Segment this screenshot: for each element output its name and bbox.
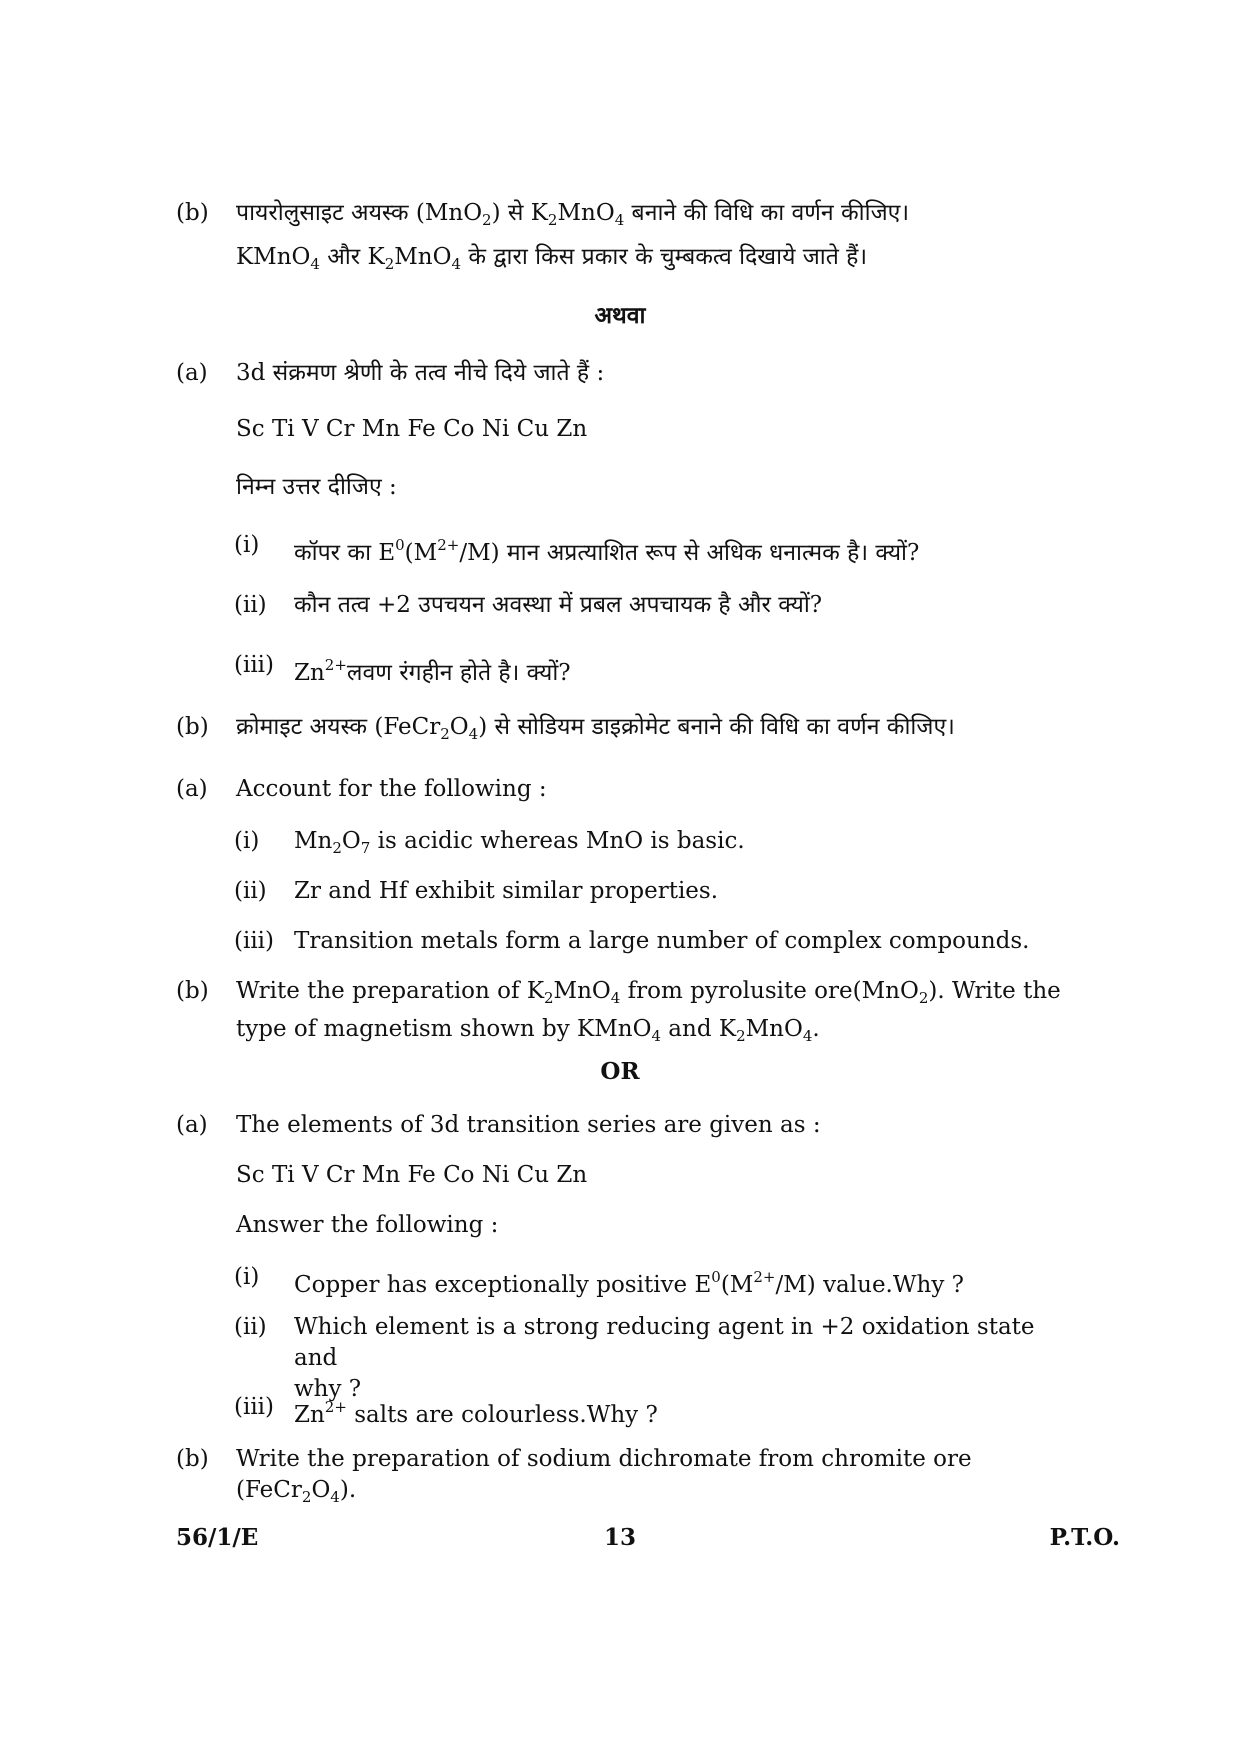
subscript: 4: [610, 989, 621, 1007]
item-text: The elements of 3d transition series are given as :: [236, 1112, 821, 1138]
item-label: (ii): [234, 878, 267, 904]
item-label: (ii): [234, 1314, 267, 1340]
text-run: (M: [720, 1272, 754, 1298]
text-run: ).: [339, 1477, 357, 1503]
subscript: 2: [547, 211, 558, 229]
text-run: क्रोमाइट अयस्क (FeCr: [236, 714, 441, 740]
text-line: Which element is a strong reducing agent in +2 oxidation state and: [294, 1314, 1035, 1371]
text-run: /M) value.Why ?: [775, 1272, 964, 1298]
item-label: (a): [176, 360, 208, 386]
text-run: O: [311, 1477, 331, 1503]
text-run: बनाने की विधि का वर्णन कीजिए।: [624, 200, 910, 226]
elements-list: Sc Ti V Cr Mn Fe Co Ni Cu Zn: [236, 1162, 588, 1188]
item-label: (b): [176, 714, 209, 740]
text-run: O: [449, 714, 469, 740]
text-run: MnO: [745, 1016, 803, 1042]
text-run: (M: [404, 540, 438, 566]
item-label: (b): [176, 200, 209, 226]
english-or-divider: OR: [600, 1058, 640, 1085]
text-run: लवण रंगहीन होते है। क्यों?: [346, 660, 571, 686]
item-label: (b): [176, 1446, 209, 1472]
superscript: 2+: [753, 1268, 776, 1286]
paper-code: 56/1/E: [176, 1524, 259, 1551]
text-run: KMnO: [236, 244, 311, 270]
item-label: (iii): [234, 1394, 275, 1420]
item-label: (b): [176, 978, 209, 1004]
item-label: (a): [176, 776, 208, 802]
item-text: 3d संक्रमण श्रेणी के तत्व नीचे दिये जाते हैं :: [236, 360, 605, 386]
item-text: [236, 198, 1076, 280]
hindi-or-divider: अथवा: [594, 302, 646, 329]
text-run: Copper has exceptionally positive E: [294, 1272, 712, 1298]
subscript: 2: [736, 1027, 746, 1045]
subscript: 4: [651, 1027, 661, 1045]
subscript: 2: [918, 989, 929, 1007]
superscript: 2+: [324, 656, 347, 674]
item-label: (i): [234, 828, 260, 854]
item-text: Transition metals form a large number of complex compounds.: [294, 928, 1030, 954]
subscript: 4: [451, 255, 462, 273]
item-text: Zr and Hf exhibit similar properties.: [294, 878, 719, 904]
text-run: कॉपर का E: [294, 540, 396, 566]
item-text: [236, 976, 1076, 1052]
pto-label: P.T.O.: [1049, 1524, 1120, 1551]
text-run: Write the preparation of K: [236, 978, 544, 1004]
text-run: from pyrolusite ore(MnO: [620, 978, 919, 1004]
text-run: type of magnetism shown by KMnO: [236, 1016, 652, 1042]
text-run: is acidic whereas MnO is basic.: [370, 828, 745, 854]
subscript: 4: [802, 1027, 813, 1045]
text-run: Zn: [294, 1402, 325, 1428]
subscript: 2: [332, 839, 342, 857]
text-run: .: [812, 1016, 820, 1042]
item-label: (iii): [234, 652, 275, 678]
text-run: MnO: [394, 244, 452, 270]
text-line: why ?: [294, 1376, 362, 1402]
item-text: Account for the following :: [236, 776, 547, 802]
text-run: Mn: [294, 828, 333, 854]
subscript: 7: [360, 839, 371, 857]
subscript: 4: [310, 255, 320, 273]
item-label: (ii): [234, 592, 267, 618]
item-label: (a): [176, 1112, 208, 1138]
item-label: (iii): [234, 928, 275, 954]
text-run: and K: [661, 1016, 737, 1042]
item-text: कौन तत्व +2 उपचयन अवस्था में प्रबल अपचायक है और क्यों?: [294, 592, 823, 618]
prompt-text: Answer the following :: [236, 1212, 499, 1238]
item-text: [294, 826, 1076, 864]
elements-list: Sc Ti V Cr Mn Fe Co Ni Cu Zn: [236, 416, 588, 442]
text-run: पायरोलुसाइट अयस्क (MnO: [236, 200, 483, 226]
item-label: (i): [234, 532, 260, 558]
text-run: ) से सोडियम डाइक्रोमेट बनाने की विधि का वर्णन कीजिए।: [478, 714, 955, 740]
item-text: [294, 650, 1076, 689]
text-run: /M) मान अप्रत्याशित रूप से अधिक धनात्मक है। क्यों?: [459, 540, 920, 566]
item-text: [294, 1262, 1076, 1301]
subscript: 4: [468, 725, 479, 743]
text-run: MnO: [557, 200, 615, 226]
text-run: salts are colourless.Why ?: [346, 1402, 658, 1428]
item-label: (i): [234, 1264, 260, 1290]
superscript: 2+: [437, 536, 460, 554]
item-text: [294, 530, 1076, 569]
text-run: ). Write the: [928, 978, 1061, 1004]
prompt-text: निम्न उत्तर दीजिए :: [236, 474, 397, 500]
subscript: 2: [301, 1488, 312, 1506]
hindi-question-b1: [176, 198, 1076, 273]
text-run: Zn: [294, 660, 325, 686]
text-run: के द्वारा किस प्रकार के चुम्बकत्व दिखाये जाते हैं।: [461, 244, 868, 270]
text-run: और K: [319, 244, 385, 270]
subscript: 2: [482, 211, 492, 229]
item-text: [294, 1392, 1076, 1431]
superscript: 2+: [324, 1398, 347, 1416]
item-text: [236, 712, 1076, 750]
text-run: Write the preparation of sodium dichromate from chromite ore (FeCr: [236, 1446, 972, 1503]
text-run: ) से K: [491, 200, 548, 226]
subscript: 4: [330, 1488, 340, 1506]
subscript: 2: [440, 725, 450, 743]
superscript: 0: [395, 536, 405, 554]
page-number: 13: [603, 1524, 636, 1551]
subscript: 2: [384, 255, 395, 273]
text-run: O: [341, 828, 361, 854]
superscript: 0: [711, 1268, 721, 1286]
text-run: MnO: [553, 978, 611, 1004]
subscript: 4: [614, 211, 625, 229]
subscript: 2: [544, 989, 554, 1007]
item-text: [236, 1444, 1076, 1513]
